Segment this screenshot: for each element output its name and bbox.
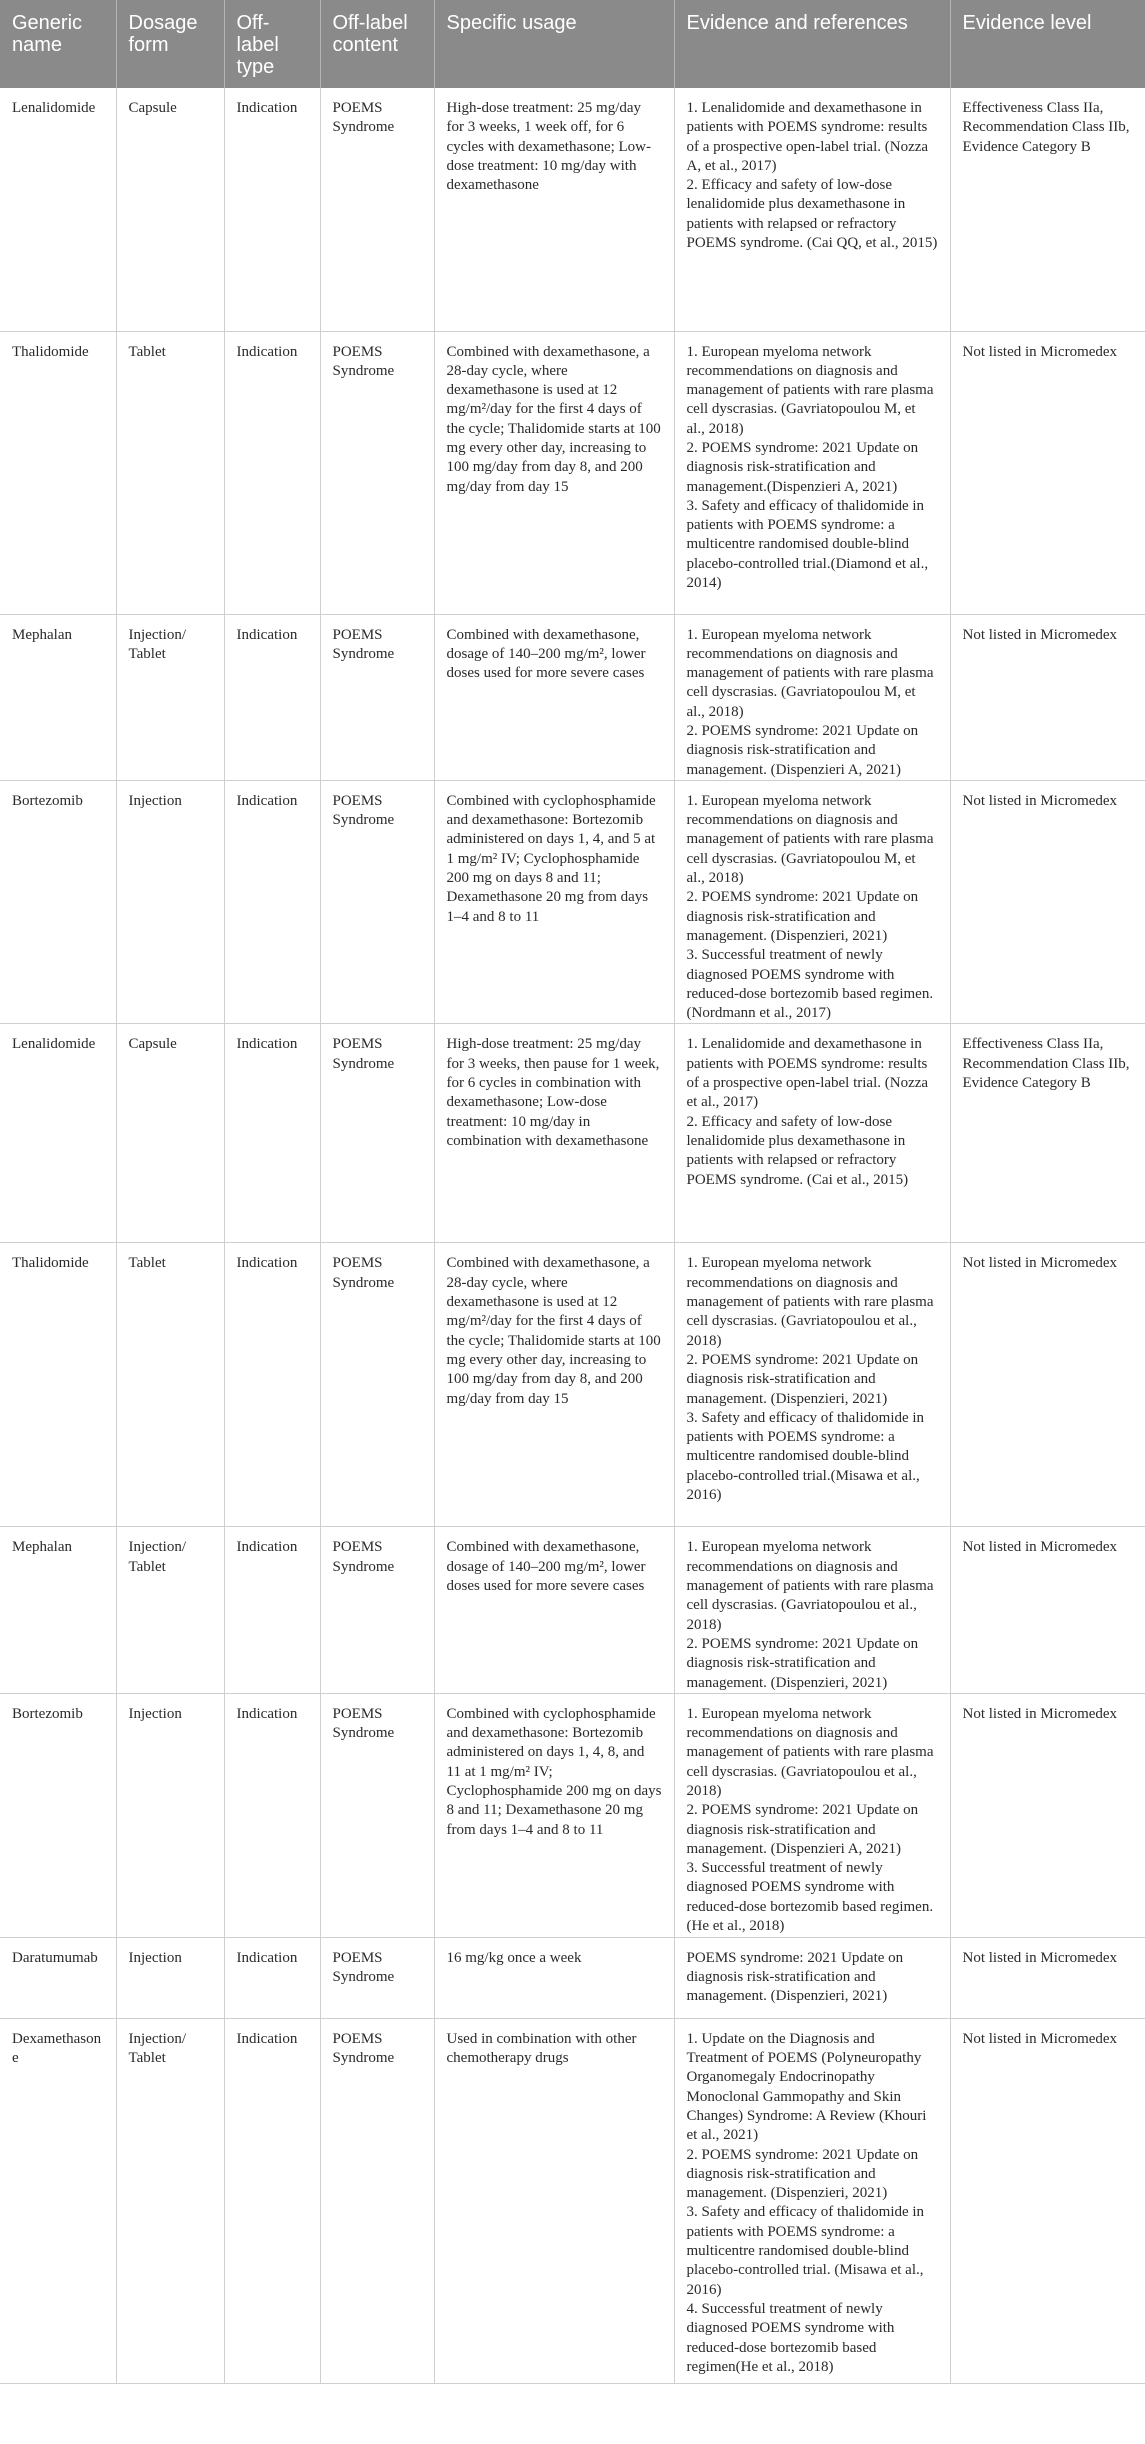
cell-dosage-form: Injection/ Tablet — [116, 2018, 224, 2383]
cell-off-label-type: Indication — [224, 1937, 320, 2018]
table-row — [0, 2018, 1145, 2383]
table-body — [0, 88, 1145, 2383]
cell-off-label-type: Indication — [224, 1024, 320, 1243]
table-row — [0, 331, 1145, 614]
reference-item: 3. Successful treatment of newly diagnosed POEMS syndrome with reduced-dose bortezomib based regimen.(Nordmann et al., 2017) — [686, 947, 934, 1022]
cell-off-label-type: Indication — [224, 331, 320, 614]
cell-evidence-references — [674, 1937, 950, 2018]
cell-generic-name: Mephalan — [0, 614, 116, 780]
cell-off-label-type: Indication — [224, 614, 320, 780]
table-row — [0, 614, 1145, 780]
cell-specific-usage: Used in combination with other chemotherapy drugs — [434, 2018, 674, 2383]
cell-off-label-content: POEMS Syndrome — [320, 2018, 434, 2383]
cell-off-label-content: POEMS Syndrome — [320, 614, 434, 780]
reference-item: 2. POEMS syndrome: 2021 Update on diagnosis risk-stratification and management. (Dispenzieri, 2021) — [686, 889, 919, 944]
cell-evidence-level: Not listed in Micromedex — [950, 331, 1145, 614]
cell-generic-name: Thalidomide — [0, 331, 116, 614]
reference-item: 2. POEMS syndrome: 2021 Update on diagnosis risk-stratification and management. (Dispenzieri, 2021) — [686, 1351, 919, 1407]
cell-generic-name: Lenalidomide — [0, 1024, 116, 1243]
reference-item: 2. POEMS syndrome: 2021 Update on diagnosis risk-stratification and management.(Dispenzieri A, 2021) — [686, 439, 919, 495]
table-header — [0, 0, 1145, 88]
table-row — [0, 1243, 1145, 1527]
reference-item: 4. Successful treatment of newly diagnosed POEMS syndrome with reduced-dose bortezomib based regimen(He et al., 2018) — [686, 2300, 895, 2375]
reference-item: 2. POEMS syndrome: 2021 Update on diagnosis risk-stratification and management. (Dispenzieri, 2021) — [686, 2146, 919, 2202]
cell-dosage-form: Injection — [116, 780, 224, 1024]
header-specific-usage: Specific usage — [434, 0, 674, 88]
reference-item: 3. Safety and efficacy of thalidomide in patients with POEMS syndrome: a multicentre randomised double-blind placebo-controlled trial. (Misawa et al., 2016) — [686, 2204, 925, 2298]
header-row — [0, 0, 1145, 88]
cell-evidence-level: Not listed in Micromedex — [950, 1937, 1145, 2018]
reference-item: 2. Efficacy and safety of low-dose lenalidomide plus dexamethasone in patients with relapsed or refractory POEMS syndrome. (Cai et al., 2015) — [686, 1113, 909, 1188]
reference-item: 1. European myeloma network recommendations on diagnosis and management of patients with rare plasma cell dyscrasias. (Gavriatopoulou et al., 2018) — [686, 1705, 934, 1799]
reference-item: 1. European myeloma network recommendations on diagnosis and management of patients with rare plasma cell dyscrasias. (Gavriatopoulou et al., 2018) — [686, 1255, 934, 1349]
cell-specific-usage: Combined with cyclophosphamide and dexamethasone: Bortezomib administered on days 1, 4, 8, and 11 at 1 mg/m² IV; Cyclophosphamide 200 mg on days 8 and 11; Dexamethasone 20 mg from days 1–4 and 8 to 11 — [434, 1693, 674, 1937]
cell-off-label-content: POEMS Syndrome — [320, 780, 434, 1024]
cell-evidence-references — [674, 1693, 950, 1937]
cell-specific-usage: High-dose treatment: 25 mg/day for 3 weeks, then pause for 1 week, for 6 cycles in combination with dexamethasone; Low-dose treatment: 10 mg/day in combination with dexamethasone — [434, 1024, 674, 1243]
reference-item: 2. POEMS syndrome: 2021 Update on diagnosis risk-stratification and management. (Dispenzieri A, 2021) — [686, 1802, 919, 1857]
cell-off-label-type: Indication — [224, 780, 320, 1024]
table-row — [0, 1693, 1145, 1937]
cell-evidence-level: Effectiveness Class IIa, Recommendation Class IIb, Evidence Category B — [950, 88, 1145, 331]
cell-specific-usage: High-dose treatment: 25 mg/day for 3 weeks, 1 week off, for 6 cycles with dexamethasone; Low-dose treatment: 10 mg/day with dexamethasone — [434, 88, 674, 331]
table-row — [0, 1527, 1145, 1693]
cell-off-label-content: POEMS Syndrome — [320, 1937, 434, 2018]
reference-item: 3. Safety and efficacy of thalidomide in patients with POEMS syndrome: a multicentre randomised double-blind placebo-controlled trial.(Misawa et al., 2016) — [686, 1409, 925, 1503]
cell-off-label-content: POEMS Syndrome — [320, 1693, 434, 1937]
cell-evidence-level: Not listed in Micromedex — [950, 1243, 1145, 1527]
reference-item: 2. Efficacy and safety of low-dose lenalidomide plus dexamethasone in patients with relapsed or refractory POEMS syndrome. (Cai QQ, et al., 2015) — [686, 177, 938, 252]
cell-off-label-type: Indication — [224, 1527, 320, 1693]
cell-dosage-form: Tablet — [116, 331, 224, 614]
header-evidence-references: Evidence and references — [674, 0, 950, 88]
reference-item: 2. POEMS syndrome: 2021 Update on diagnosis risk-stratification and management. (Dispenzieri A, 2021) — [686, 722, 919, 778]
cell-dosage-form: Injection/ Tablet — [116, 614, 224, 780]
header-dosage-form: Dosage form — [116, 0, 224, 88]
reference-item: 1. Lenalidomide and dexamethasone in patients with POEMS syndrome: results of a prospective open-label trial. (Nozza et al., 2017) — [686, 1036, 929, 1111]
cell-off-label-type: Indication — [224, 88, 320, 331]
cell-generic-name: Lenalidomide — [0, 88, 116, 331]
reference-item: POEMS syndrome: 2021 Update on diagnosis risk-stratification and management. (Dispenzieri, 2021) — [686, 1949, 904, 2005]
cell-off-label-content: POEMS Syndrome — [320, 1243, 434, 1527]
cell-off-label-content: POEMS Syndrome — [320, 88, 434, 331]
cell-specific-usage: Combined with cyclophosphamide and dexamethasone: Bortezomib administered on days 1, 4, and 5 at 1 mg/m² IV; Cyclophosphamide 200 mg on days 8 and 11; Dexamethasone 20 mg from days 1–4 and 8 to 11 — [434, 780, 674, 1024]
cell-off-label-type: Indication — [224, 1243, 320, 1527]
reference-item: 1. European myeloma network recommendations on diagnosis and management of patients with rare plasma cell dyscrasias. (Gavriatopoulou et al., 2018) — [686, 1539, 934, 1633]
cell-specific-usage: 16 mg/kg once a week — [434, 1937, 674, 2018]
cell-generic-name: Bortezomib — [0, 1693, 116, 1937]
reference-item: 3. Safety and efficacy of thalidomide in patients with POEMS syndrome: a multicentre randomised double-blind placebo-controlled trial.(Diamond et al., 2014) — [686, 497, 929, 592]
cell-evidence-level: Effectiveness Class IIa, Recommendation Class IIb, Evidence Category B — [950, 1024, 1145, 1243]
table-row — [0, 1024, 1145, 1243]
cell-generic-name: Dexamethasone — [0, 2018, 116, 2383]
cell-evidence-references — [674, 331, 950, 614]
cell-dosage-form: Capsule — [116, 1024, 224, 1243]
reference-item: 1. Update on the Diagnosis and Treatment of POEMS (Polyneuropathy Organomegaly Endocrinopathy Monoclonal Gammopathy and Skin Changes) Syndrome: A Review (Khouri et al., 2021) — [686, 2030, 927, 2144]
cell-specific-usage: Combined with dexamethasone, dosage of 140–200 mg/m², lower doses used for more severe cases — [434, 1527, 674, 1693]
cell-dosage-form: Injection — [116, 1693, 224, 1937]
cell-dosage-form: Injection/ Tablet — [116, 1527, 224, 1693]
reference-item: 1. European myeloma network recommendations on diagnosis and management of patients with rare plasma cell dyscrasias. (Gavriatopoulou M, et al., 2018) — [686, 626, 934, 720]
cell-dosage-form: Capsule — [116, 88, 224, 331]
header-off-label-type: Off-label type — [224, 0, 320, 88]
cell-evidence-references — [674, 1527, 950, 1693]
cell-evidence-level: Not listed in Micromedex — [950, 780, 1145, 1024]
cell-off-label-content: POEMS Syndrome — [320, 1527, 434, 1693]
cell-dosage-form: Injection — [116, 1937, 224, 2018]
reference-item: 1. European myeloma network recommendations on diagnosis and management of patients with rare plasma cell dyscrasias. (Gavriatopoulou M, et al., 2018) — [686, 343, 934, 437]
cell-evidence-level: Not listed in Micromedex — [950, 1527, 1145, 1693]
cell-evidence-level: Not listed in Micromedex — [950, 614, 1145, 780]
cell-evidence-level: Not listed in Micromedex — [950, 1693, 1145, 1937]
cell-off-label-type: Indication — [224, 2018, 320, 2383]
cell-off-label-type: Indication — [224, 1693, 320, 1937]
table-row — [0, 780, 1145, 1024]
cell-generic-name: Mephalan — [0, 1527, 116, 1693]
cell-specific-usage: Combined with dexamethasone, a 28-day cycle, where dexamethasone is used at 12 mg/m²/day for the first 4 days of the cycle; Thalidomide starts at 100 mg every other day, increasing to 100 mg/day from day 8, and 200 mg/day from day 15 — [434, 1243, 674, 1527]
cell-specific-usage: Combined with dexamethasone, dosage of 140–200 mg/m², lower doses used for more severe cases — [434, 614, 674, 780]
cell-evidence-level: Not listed in Micromedex — [950, 2018, 1145, 2383]
cell-generic-name: Thalidomide — [0, 1243, 116, 1527]
cell-evidence-references — [674, 88, 950, 331]
cell-evidence-references — [674, 1243, 950, 1527]
cell-dosage-form: Tablet — [116, 1243, 224, 1527]
cell-evidence-references — [674, 780, 950, 1024]
cell-generic-name: Bortezomib — [0, 780, 116, 1024]
cell-evidence-references — [674, 614, 950, 780]
reference-item: 3. Successful treatment of newly diagnosed POEMS syndrome with reduced-dose bortezomib based regimen.(He et al., 2018) — [686, 1860, 934, 1935]
cell-evidence-references — [674, 2018, 950, 2383]
header-off-label-content: Off-label content — [320, 0, 434, 88]
table-row — [0, 1937, 1145, 2018]
header-evidence-level: Evidence level — [950, 0, 1145, 88]
table-row — [0, 88, 1145, 331]
reference-item: 1. European myeloma network recommendations on diagnosis and management of patients with rare plasma cell dyscrasias. (Gavriatopoulou M, et al., 2018) — [686, 792, 934, 887]
cell-evidence-references — [674, 1024, 950, 1243]
header-generic-name: Generic name — [0, 0, 116, 88]
cell-specific-usage: Combined with dexamethasone, a 28-day cycle, where dexamethasone is used at 12 mg/m²/day for the first 4 days of the cycle; Thalidomide starts at 100 mg every other day, increasing to 100 mg/day from day 8, and 200 mg/day from day 15 — [434, 331, 674, 614]
cell-generic-name: Daratumumab — [0, 1937, 116, 2018]
cell-off-label-content: POEMS Syndrome — [320, 1024, 434, 1243]
cell-off-label-content: POEMS Syndrome — [320, 331, 434, 614]
reference-item: 2. POEMS syndrome: 2021 Update on diagnosis risk-stratification and management. (Dispenzieri, 2021) — [686, 1635, 919, 1691]
reference-item: 1. Lenalidomide and dexamethasone in patients with POEMS syndrome: results of a prospective open-label trial. (Nozza A, et al., 2017) — [686, 100, 929, 174]
